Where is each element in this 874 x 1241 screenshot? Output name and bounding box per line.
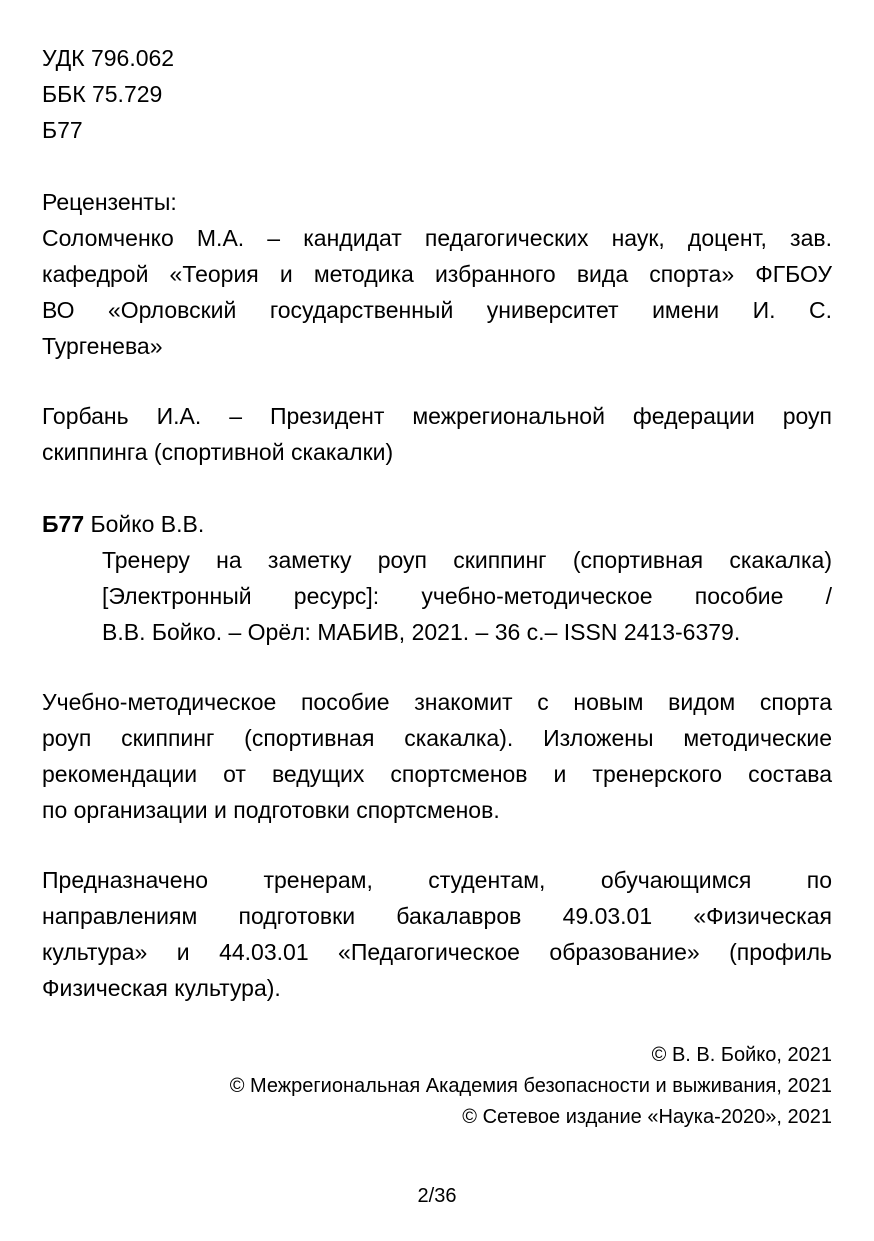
classification-block	[42, 40, 832, 148]
purpose-line: культура» и 44.03.01 «Педагогическое образование» (профиль	[42, 939, 832, 965]
reviewer2-line: Горбань И.А. – Президент межрегиональной федерации роуп	[42, 403, 832, 429]
catalog-description-line: [Электронный ресурс]: учебно-методическое пособие /	[102, 583, 832, 609]
catalog-description-line: Тренеру на заметку роуп скиппинг (спортивная скакалка)	[102, 547, 832, 573]
catalog-code: Б77	[42, 511, 85, 537]
copyright-line: © Межрегиональная Академия безопасности и выживания, 2021	[229, 1075, 832, 1097]
purpose-line: Физическая культура).	[42, 975, 281, 1001]
bbk-code: ББК 75.729	[42, 81, 163, 107]
annotation-paragraph	[42, 684, 832, 828]
reviewer2-block	[42, 398, 832, 470]
purpose-paragraph	[42, 862, 832, 1006]
reviewer1-line: кафедрой «Теория и методика избранного вида спорта» ФГБОУ	[42, 261, 832, 287]
author-sign-code: Б77	[42, 117, 83, 143]
annotation-line: рекомендации от ведущих спортсменов и тренерского состава	[42, 761, 832, 787]
reviewer2-line: скиппинга (спортивной скакалки)	[42, 439, 394, 465]
reviewer1-line: Тургенева»	[42, 333, 163, 359]
catalog-entry	[42, 506, 832, 650]
purpose-line: направлениям подготовки бакалавров 49.03.01 «Физическая	[42, 903, 832, 929]
reviewers-block	[42, 184, 832, 364]
annotation-line: роуп скиппинг (спортивная скакалка). Изложены методические	[42, 725, 832, 751]
reviewer1-line: Соломченко М.А. – кандидат педагогических наук, доцент, зав.	[42, 225, 832, 251]
purpose-line: Предназначено тренерам, студентам, обучающимся по	[42, 867, 832, 893]
page-number: 2/36	[417, 1185, 457, 1207]
udk-code: УДК 796.062	[42, 45, 175, 71]
annotation-line: по организации и подготовки спортсменов.	[42, 797, 500, 823]
catalog-author: Бойко В.В.	[90, 511, 205, 537]
annotation-line: Учебно-методическое пособие знакомит с новым видом спорта	[42, 689, 832, 715]
reviewer1-line: ВО «Орловский государственный университет имени И. С.	[42, 297, 832, 323]
copyright-block	[42, 1040, 832, 1133]
catalog-heading	[42, 506, 832, 542]
copyright-line: © Сетевое издание «Наука-2020», 2021	[462, 1106, 832, 1128]
catalog-description-line: В.В. Бойко. – Орёл: МАБИВ, 2021. – 36 с.– ISSN 2413-6379.	[102, 619, 741, 645]
copyright-line: © В. В. Бойко, 2021	[651, 1044, 832, 1066]
reviewers-heading: Рецензенты:	[42, 189, 177, 215]
